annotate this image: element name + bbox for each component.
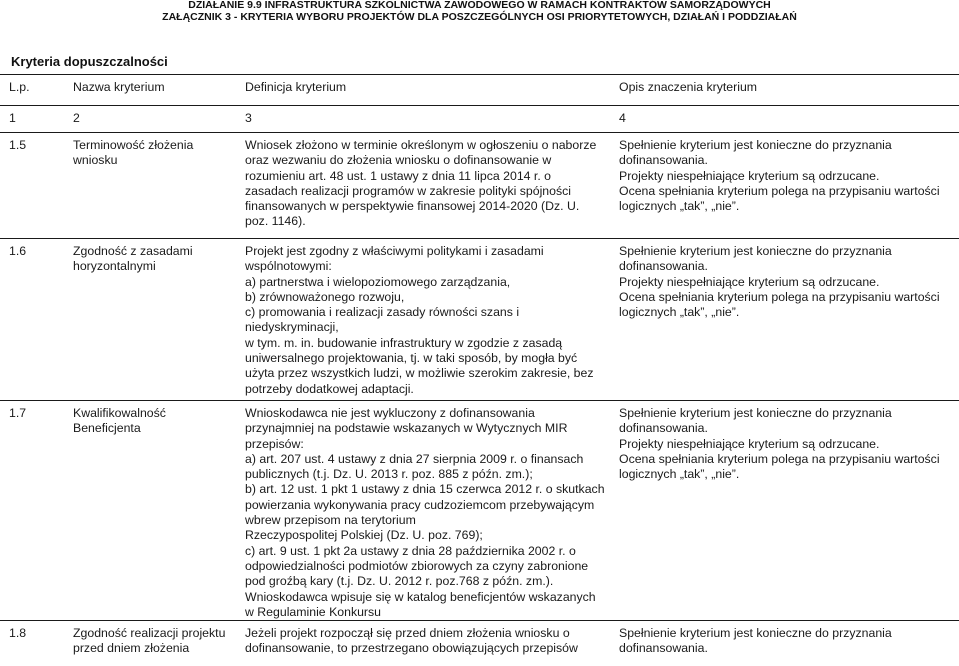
- header-lp: L.p.: [0, 75, 73, 106]
- row-description: Spełnienie kryterium jest konieczne do przyznania dofinansowania. Projekty niespełniające kryterium są odrzucane. Ocena spełniania kryterium polega na przypisaniu wartości logicznych „tak”, „nie”.: [619, 401, 959, 621]
- column-number-4: 4: [619, 106, 959, 133]
- header-definition: Definicja kryterium: [245, 75, 619, 106]
- table-row: [0, 401, 959, 621]
- row-name: Kwalifikowalność Beneficjenta: [73, 401, 245, 621]
- table-header-row: [0, 75, 959, 106]
- section-title: Kryteria dopuszczalności: [11, 54, 168, 69]
- header-description: Opis znaczenia kryterium: [619, 75, 959, 106]
- criteria-table: [0, 74, 959, 666]
- row-definition: Wniosek złożono w terminie określonym w ogłoszeniu o naborze oraz wezwaniu do złożenia wniosku o dofinansowanie w rozumieniu art. 48 ust. 1 ustawy z dnia 11 lipca 2014 r. o zasadach realizacji programów w zakresie polityki spójności finansowanych w perspektywie finansowej 2014-2020 (Dz. U. poz. 1146).: [245, 133, 619, 239]
- row-lp: 1.8: [0, 621, 73, 666]
- header-name: Nazwa kryterium: [73, 75, 245, 106]
- row-lp: 1.7: [0, 401, 73, 621]
- column-number-3: 3: [245, 106, 619, 133]
- row-definition: Jeżeli projekt rozpoczął się przed dniem złożenia wniosku o dofinansowanie, to przestrzegano obowiązujących przepisów: [245, 621, 619, 666]
- row-lp: 1.5: [0, 133, 73, 239]
- table-row: [0, 133, 959, 239]
- row-name: Zgodność realizacji projektu przed dniem złożenia: [73, 621, 245, 666]
- column-number-1: 1: [0, 106, 73, 133]
- document-header: [0, 0, 959, 23]
- row-description: Spełnienie kryterium jest konieczne do przyznania dofinansowania. Projekty niespełniające kryterium są odrzucane. Ocena spełniania kryterium polega na przypisaniu wartości logicznych „tak”, „nie”.: [619, 133, 959, 239]
- row-definition: Wnioskodawca nie jest wykluczony z dofinansowania przynajmniej na podstawie wskazanych w Wytycznych MIR przepisów: a) art. 207 ust. 4 ustawy z dnia 27 sierpnia 2009 r. o finansach publicznych (t.j. Dz. U. 2013 r. poz. 885 z późn. zm.); b) art. 12 ust. 1 pkt 1 ustawy z dnia 15 czerwca 2012 r. o skutkach powierzania wykonywania pracy cudzoziemcom przebywającym wbrew przepisom na terytorium Rzeczypospolitej Polskiej (Dz. U. poz. 769); c) art. 9 ust. 1 pkt 2a ustawy z dnia 28 października 2002 r. o odpowiedzialności podmiotów zbiorowych za czyny zabronione pod groźbą kary (t.j. Dz. U. 2012 r. poz.768 z późn. zm.). Wnioskodawca wpisuje się w katalog beneficjentów wskazanych w Regulaminie Konkursu: [245, 401, 619, 621]
- row-lp: 1.6: [0, 239, 73, 401]
- header-line-1: DZIAŁANIE 9.9 INFRASTRUKTURA SZKOLNICTWA ZAWODOWEGO W RAMACH KONTRAKTÓW SAMORZĄDOWYCH: [188, 0, 771, 11]
- header-line-2: ZAŁĄCZNIK 3 - KRYTERIA WYBORU PROJEKTÓW DLA POSZCZEGÓLNYCH OSI PRIORYTETOWYCH, DZIAŁAŃ I PODDZIAŁAŃ: [162, 10, 797, 23]
- row-description: Spełnienie kryterium jest konieczne do przyznania dofinansowania. Projekty niespełniające kryterium są odrzucane. Ocena spełniania kryterium polega na przypisaniu wartości logicznych „tak”, „nie”.: [619, 239, 959, 401]
- row-description: Spełnienie kryterium jest konieczne do przyznania dofinansowania.: [619, 621, 959, 666]
- table-row: [0, 621, 959, 666]
- row-definition: Projekt jest zgodny z właściwymi politykami i zasadami wspólnotowymi: a) partnerstwa i wielopoziomowego zarządzania, b) zrównoważonego rozwoju, c) promowania i realizacji zasady równości szans i niedyskryminacji, w tym. m. in. budowanie infrastruktury w zgodzie z zasadą uniwersalnego projektowania, tj. w taki sposób, by mogła być użyta przez wszystkich ludzi, w możliwie szerokim zakresie, bez potrzeby dodatkowej adaptacji.: [245, 239, 619, 401]
- row-name: Terminowość złożenia wniosku: [73, 133, 245, 239]
- row-name: Zgodność z zasadami horyzontalnymi: [73, 239, 245, 401]
- column-number-2: 2: [73, 106, 245, 133]
- column-number-row: [0, 106, 959, 133]
- table-row: [0, 239, 959, 401]
